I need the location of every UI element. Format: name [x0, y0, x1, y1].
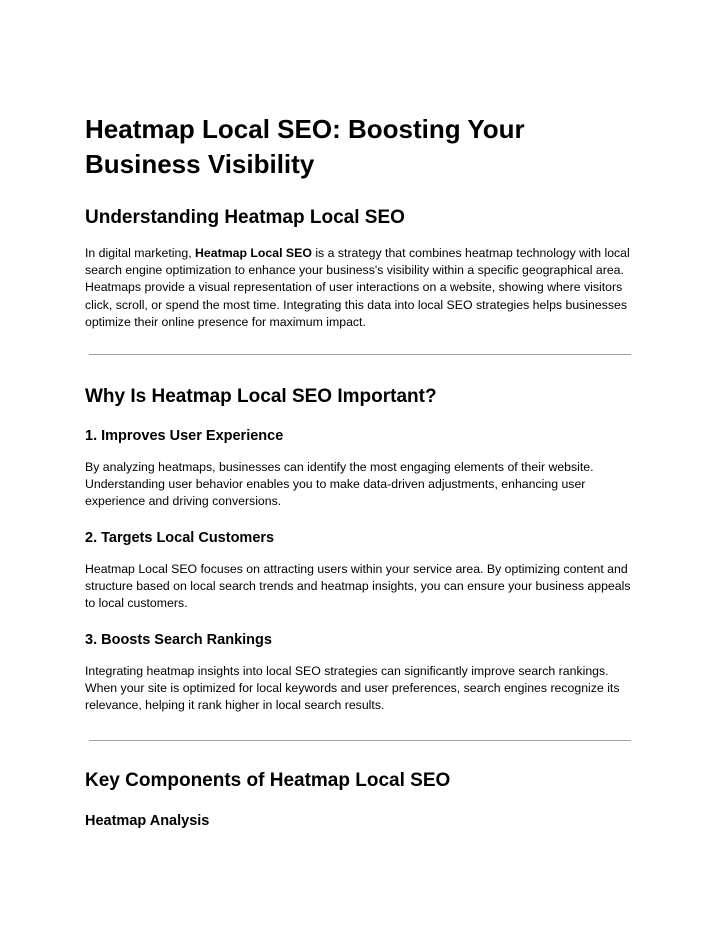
paragraph-user-experience: By analyzing heatmaps, businesses can identify the most engaging elements of their website. Understanding user behavior enables you to make data-driven adjustments, enhancing user experience and driving conversions. [85, 460, 594, 509]
subheading-local-customers: 2. Targets Local Customers [85, 530, 275, 546]
subheading-user-experience: 1. Improves User Experience [85, 428, 284, 444]
paragraph-local-customers: Heatmap Local SEO focuses on attracting users within your service area. By optimizing content and structure based on local search trends and heatmap insights, you can ensure your business appeals to local customers. [85, 562, 631, 611]
subheading-search-rankings: 3. Boosts Search Rankings [85, 632, 272, 648]
intro-paragraph [85, 245, 641, 331]
section-heading-understanding: Understanding Heatmap Local SEO [85, 207, 405, 228]
intro-text-start: In digital marketing, [85, 246, 196, 260]
intro-text-rest: is a strategy that combines heatmap technology with local search engine optimization to enhance your business's visibility within a specific geographical area. Heatmaps provide a visual representation of user interactions on a website, showing where visitors click, scroll, or spend the most time. Integrating this data into local SEO strategies helps businesses optimize their online presence for maximum impact. [85, 246, 630, 329]
document-title: Heatmap Local SEO: Boosting Your Business Visibility [85, 114, 525, 179]
subheading-heatmap-analysis: Heatmap Analysis [85, 813, 210, 829]
section-heading-why-important: Why Is Heatmap Local SEO Important? [85, 386, 437, 407]
section-divider [89, 740, 631, 741]
paragraph-search-rankings: Integrating heatmap insights into local SEO strategies can significantly improve search rankings. When your site is optimized for local keywords and user preferences, search engines recognize its relevance, helping it rank higher in local search results. [85, 664, 620, 713]
section-heading-key-components: Key Components of Heatmap Local SEO [85, 770, 451, 791]
intro-bold-term: Heatmap Local SEO [195, 246, 312, 260]
section-divider [89, 354, 631, 355]
